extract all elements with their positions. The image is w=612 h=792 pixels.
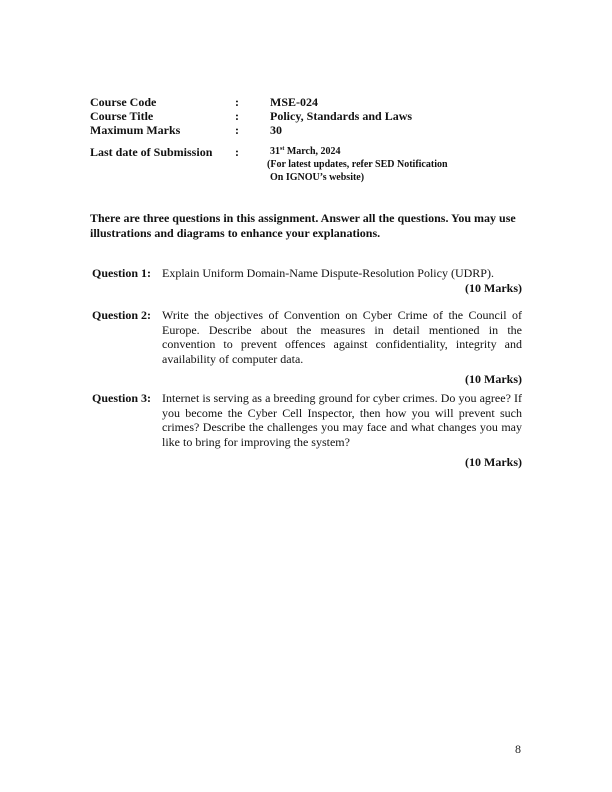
- course-code-label: Course Code: [90, 95, 157, 109]
- date-day: 31: [270, 146, 280, 157]
- question-3-text: Internet is serving as a breeding ground for cyber crimes. Do you agree? If you become the Cyber Cell Inspector, then how you will prevent such crimes? Describe the challenges you may face and what changes you may like to bring for improving the system?: [162, 391, 522, 449]
- colon: :: [235, 109, 239, 123]
- submission-date-block: [267, 145, 448, 184]
- page-number: 8: [515, 742, 521, 756]
- question-2: [92, 308, 522, 387]
- question-1-label: Question 1:: [92, 266, 152, 280]
- colon: :: [235, 145, 239, 159]
- submission-note-line1: (For latest updates, refer SED Notification: [267, 159, 448, 170]
- question-3-label: Question 3:: [92, 391, 152, 405]
- maximum-marks-value: 30: [270, 123, 282, 137]
- colon: :: [235, 123, 239, 137]
- question-3-marks: (10 Marks): [465, 455, 522, 469]
- question-1-marks: (10 Marks): [465, 280, 522, 295]
- course-title-value: Policy, Standards and Laws: [270, 109, 413, 123]
- date-month-year: March, 2024: [284, 146, 341, 157]
- question-3: [92, 391, 522, 470]
- date-day-suffix: st: [280, 146, 285, 152]
- submission-note-line2: On IGNOU’s website): [270, 172, 365, 183]
- colon: :: [235, 95, 239, 109]
- assignment-instructions: There are three questions in this assignment. Answer all the questions. You may use illustrations and diagrams to enhance your explanations.: [90, 211, 516, 240]
- course-code-value: MSE-024: [270, 95, 318, 109]
- question-2-label: Question 2:: [92, 308, 152, 322]
- question-1: [92, 266, 522, 295]
- question-2-text: Write the objectives of Convention on Cyber Crime of the Council of Europe. Describe about the measures in detail mentioned in the convention to prevent offences against confidentiality, integrity and availability of computer data.: [162, 308, 522, 366]
- question-2-marks: (10 Marks): [465, 372, 522, 386]
- question-1-text: Explain Uniform Domain-Name Dispute-Resolution Policy (UDRP).: [162, 266, 494, 280]
- submission-date-label: Last date of Submission: [90, 145, 213, 159]
- course-title-label: Course Title: [90, 109, 154, 123]
- maximum-marks-label: Maximum Marks: [90, 123, 181, 137]
- submission-date-value: [267, 145, 448, 158]
